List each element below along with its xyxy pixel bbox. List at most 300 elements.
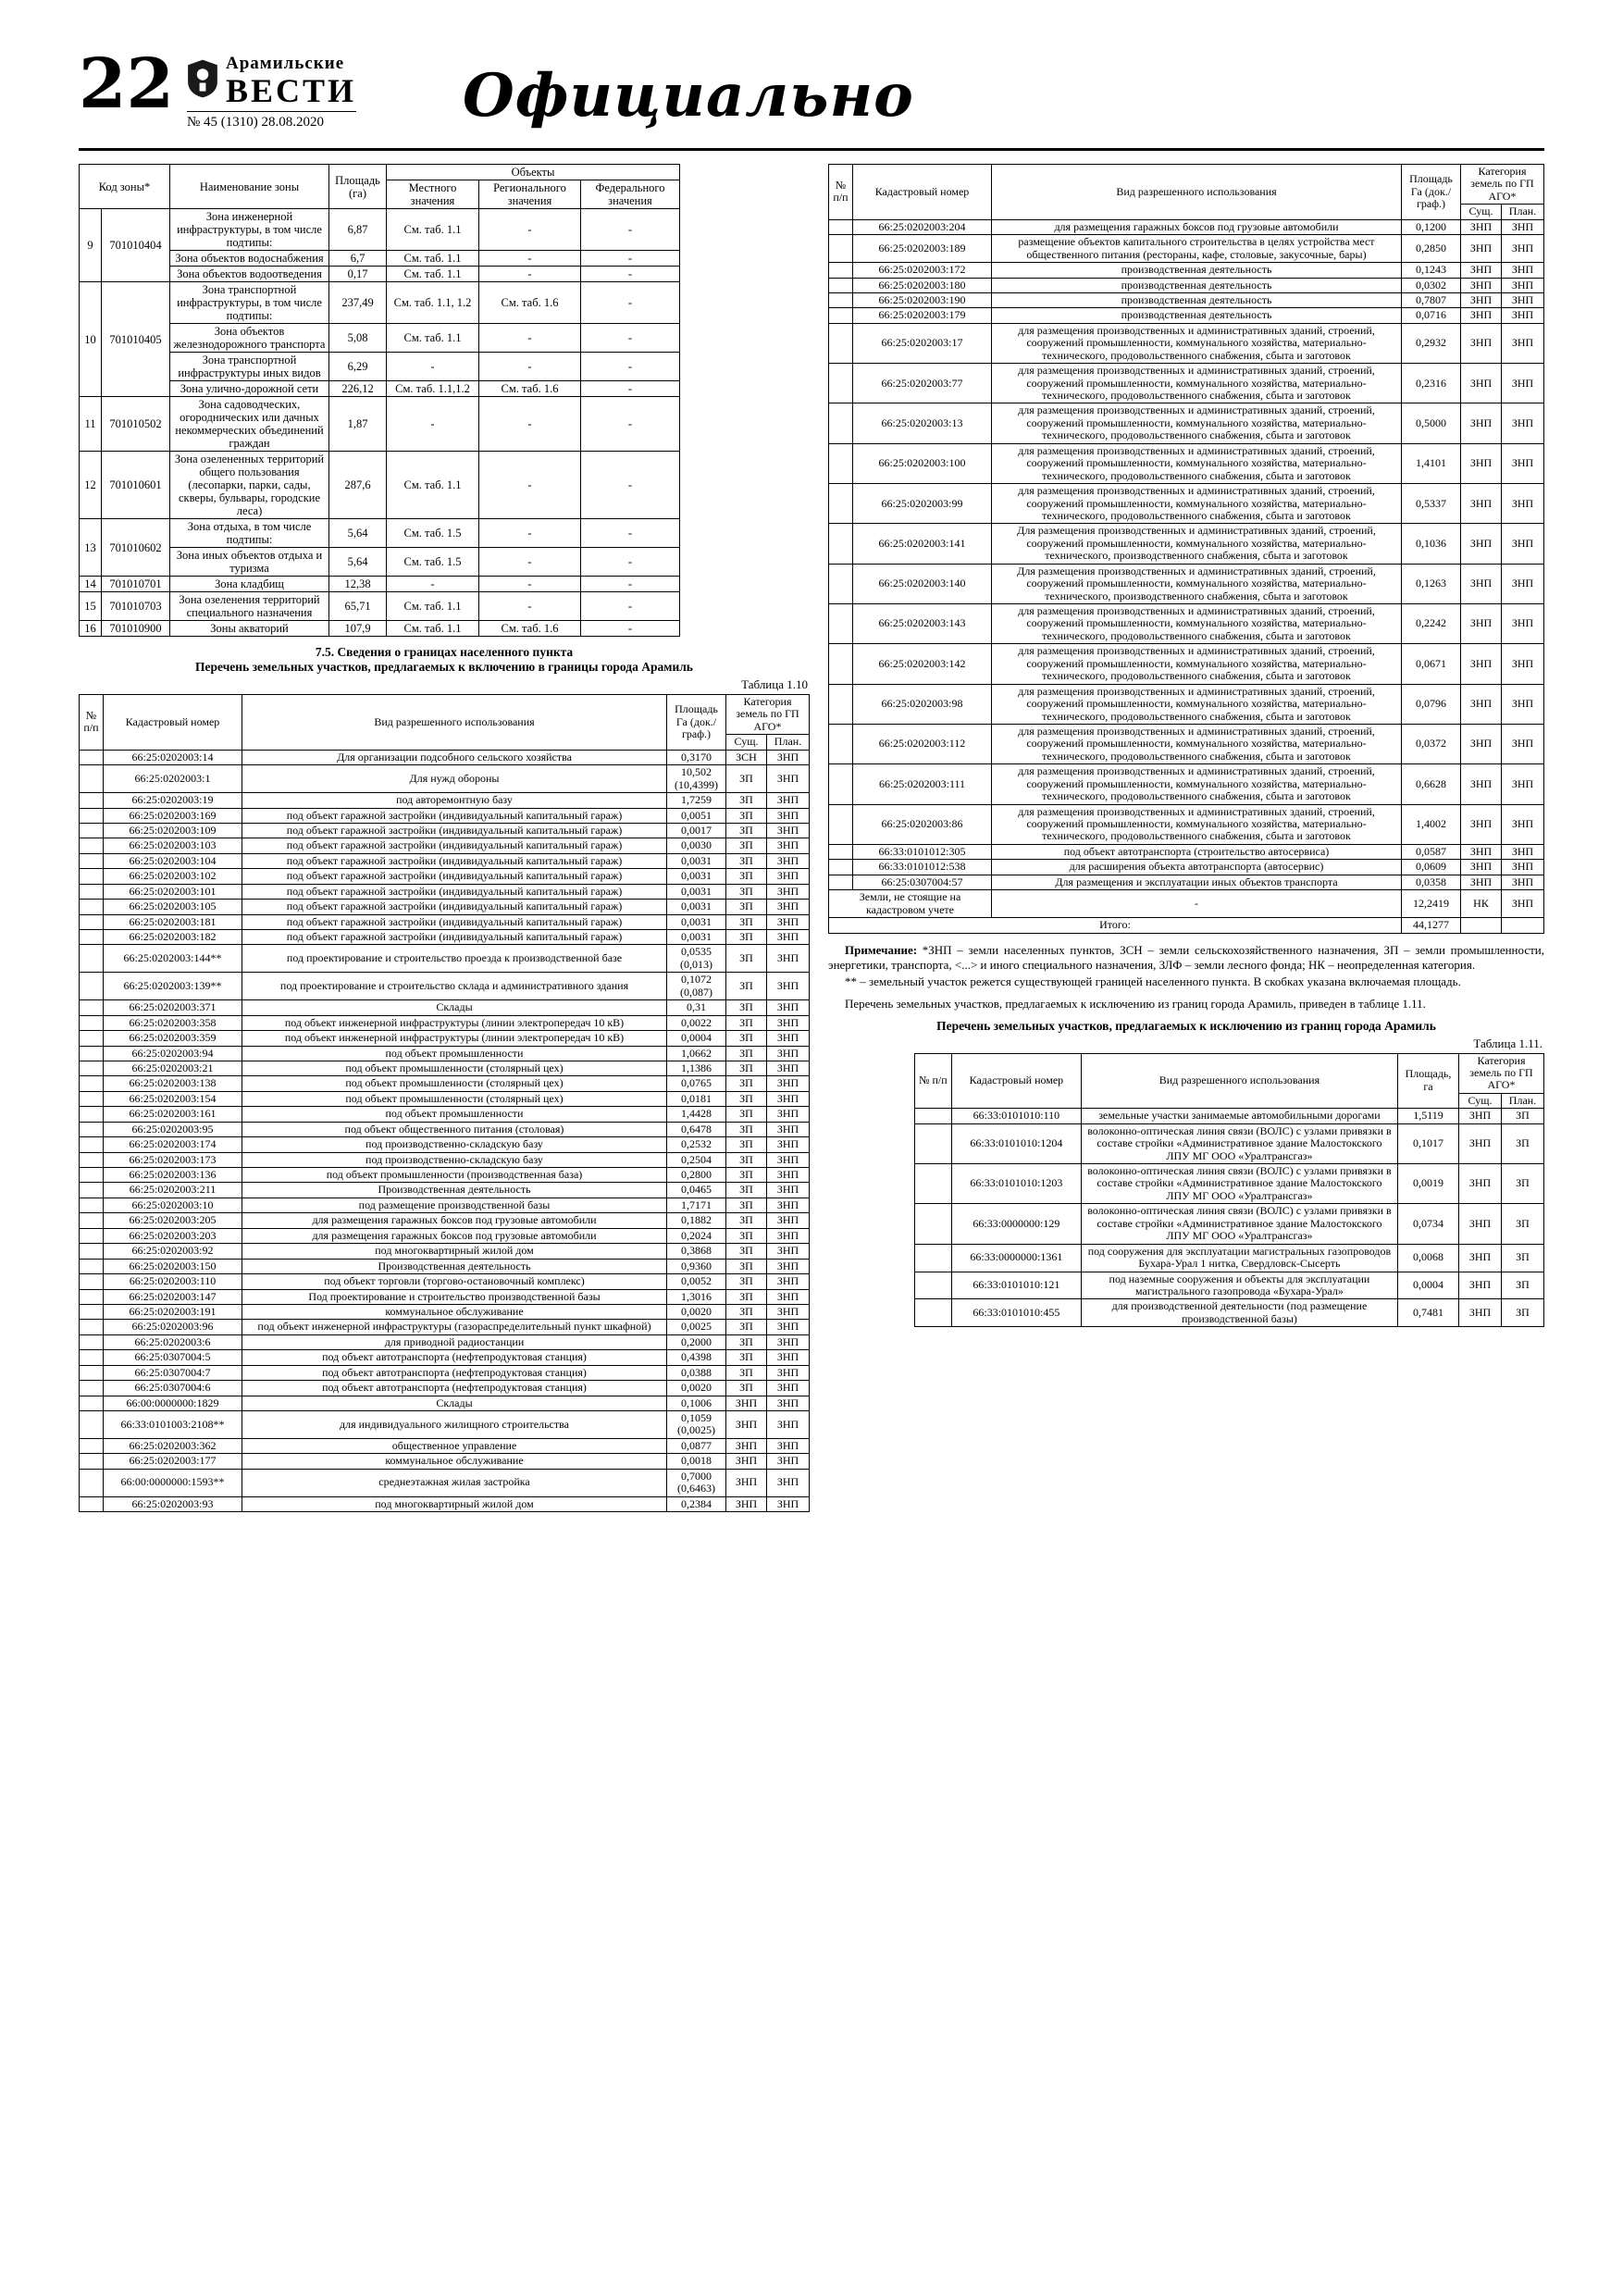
area-cell: 0,1200 (1402, 219, 1461, 234)
land-use-cell: для размещения производственных и административных зданий, строений, сооружений промышленности, коммунального хозяйства, материально-технического, продовольственного снабжения, сбыта и заготовок (992, 403, 1402, 443)
land-parcel-row (829, 278, 1544, 292)
category-planned-cell: ЗНП (1502, 308, 1544, 323)
zone-federal-significance-cell: - (581, 548, 680, 577)
exclusion-list-heading: Перечень земельных участков, предлагаемых к исключению из границ города Арамиль (936, 1018, 1436, 1033)
zone-federal-significance-cell: - (581, 452, 680, 519)
row-number-cell (829, 724, 853, 763)
area-cell: 0,0765 (667, 1076, 726, 1091)
category-existing-cell: ЗП (726, 1334, 767, 1349)
category-existing-cell: ЗНП (1461, 443, 1502, 483)
category-planned-cell (1502, 918, 1544, 933)
category-planned-cell: ЗНП (767, 1000, 810, 1015)
category-existing-cell: ЗП (726, 1137, 767, 1152)
cadastral-number-cell: 66:25:0202003:102 (104, 869, 242, 884)
area-cell: 0,0796 (1402, 684, 1461, 724)
zone-local-significance-cell: См. таб. 1.1, 1.2 (387, 282, 479, 324)
land-parcel-row (829, 890, 1544, 918)
footnotes (828, 943, 1544, 989)
area-cell: 1,5119 (1398, 1109, 1459, 1123)
category-planned-cell: ЗНП (767, 1076, 810, 1091)
land-parcel-row (829, 403, 1544, 443)
category-existing-cell: ЗНП (1461, 323, 1502, 363)
cadastral-number-cell: 66:25:0202003:144** (104, 945, 242, 973)
category-planned-cell: ЗП (1502, 1204, 1544, 1244)
land-parcel-row (829, 484, 1544, 524)
section-title: Официально (463, 61, 914, 130)
col-header-row-number: № п/п (829, 165, 853, 220)
area-cell: 0,1059 (0,0025) (667, 1411, 726, 1439)
category-planned-cell: ЗНП (767, 1469, 810, 1496)
zone-code-cell: 701010602 (102, 519, 170, 577)
zone-name-cell: Зона объектов железнодорожного транспорта (170, 324, 329, 353)
zone-name-cell: Зона кладбищ (170, 577, 329, 592)
category-planned-cell: ЗНП (767, 1213, 810, 1228)
category-planned-cell: ЗНП (767, 973, 810, 1000)
land-parcel-row (80, 808, 810, 823)
zone-local-significance-cell: См. таб. 1.1 (387, 251, 479, 267)
land-use-cell: под объект общественного питания (столовая) (242, 1122, 667, 1136)
land-use-cell: под объект гаражной застройки (индивидуальный капитальный гараж) (242, 900, 667, 914)
category-existing-cell: ЗП (726, 823, 767, 838)
area-cell: 10,502 (10,4399) (667, 765, 726, 793)
category-planned-cell: ЗНП (767, 853, 810, 868)
page-number: 22 (79, 44, 174, 124)
area-cell: 1,4101 (1402, 443, 1461, 483)
category-existing-cell: ЗНП (1461, 364, 1502, 403)
cadastral-number-cell: 66:25:0202003:111 (853, 764, 992, 804)
land-parcel-row (829, 804, 1544, 844)
land-parcel-row (80, 793, 810, 808)
inclusion-list-heading: Перечень земельных участков, предлагаемых к включению в границы города Арамиль (195, 660, 693, 674)
row-number-cell (829, 684, 853, 724)
cadastral-number-cell: 66:25:0202003:154 (104, 1091, 242, 1106)
col-header-land-category: Категория земель по ГП АГО* (726, 695, 810, 735)
cadastral-number-cell: 66:25:0307004:6 (104, 1381, 242, 1396)
land-use-cell: под объект промышленности (столярный цех) (242, 1076, 667, 1091)
land-parcel-row (829, 219, 1544, 234)
category-planned-cell: ЗНП (767, 1031, 810, 1046)
category-existing-cell: ЗНП (1459, 1272, 1502, 1299)
land-use-cell: для размещения производственных и административных зданий, строений, сооружений промышленности, коммунального хозяйства, материально-технического, продовольственного снабжения, сбыта и заготовок (992, 804, 1402, 844)
row-number-cell (80, 1031, 104, 1046)
zone-area-cell: 5,08 (329, 324, 387, 353)
category-existing-cell: ЗП (726, 1381, 767, 1396)
row-number-cell (80, 838, 104, 853)
category-existing-cell: ЗП (726, 1061, 767, 1075)
land-parcel-row (829, 860, 1544, 875)
area-cell: 1,4428 (667, 1107, 726, 1122)
cadastral-number-cell: 66:33:0101010:1203 (951, 1164, 1081, 1204)
land-use-cell: размещение объектов капитального строительства в целях устройства мест общественного питания (рестораны, кафе, столовые, закусочные, бары) (992, 235, 1402, 263)
category-existing-cell: ЗНП (726, 1438, 767, 1453)
row-number-cell (80, 793, 104, 808)
category-existing-cell: ЗП (726, 869, 767, 884)
cadastral-number-cell: 66:25:0202003:139** (104, 973, 242, 1000)
land-parcel-row (914, 1244, 1543, 1272)
row-number-cell (80, 1320, 104, 1334)
category-existing-cell: ЗНП (1461, 644, 1502, 684)
zones-table-row (80, 548, 680, 577)
category-planned-cell: ЗНП (767, 1137, 810, 1152)
cadastral-number-cell: 66:33:0000000:1361 (951, 1244, 1081, 1272)
area-cell: 0,2532 (667, 1137, 726, 1152)
area-cell: 0,0052 (667, 1274, 726, 1289)
land-parcel-row (914, 1204, 1543, 1244)
zone-area-cell: 5,64 (329, 548, 387, 577)
zone-area-cell: 6,29 (329, 353, 387, 381)
land-use-cell: производственная деятельность (992, 308, 1402, 323)
zone-area-cell: 287,6 (329, 452, 387, 519)
cadastral-number-cell: 66:25:0202003:211 (104, 1183, 242, 1198)
cadastral-number-cell: 66:25:0202003:101 (104, 884, 242, 899)
category-existing-cell: ЗП (726, 1244, 767, 1259)
land-use-cell: для приводной радиостанции (242, 1334, 667, 1349)
land-parcel-row (80, 1183, 810, 1198)
category-existing-cell: ЗНП (1461, 403, 1502, 443)
row-number-cell (80, 1076, 104, 1091)
category-planned-cell: ЗНП (1502, 860, 1544, 875)
land-use-cell: для размещения гаражных боксов под грузовые автомобили (992, 219, 1402, 234)
zone-code-cell: 701010701 (102, 577, 170, 592)
col-header-category-existing: Сущ. (1461, 205, 1502, 219)
row-number-cell (80, 1274, 104, 1289)
cadastral-number-cell: 66:25:0202003:140 (853, 564, 992, 603)
cadastral-number-cell: 66:25:0307004:5 (104, 1350, 242, 1365)
category-existing-cell: ЗП (726, 1320, 767, 1334)
category-planned-cell: ЗНП (767, 1304, 810, 1319)
zones-table-row (80, 519, 680, 548)
area-cell: 0,0877 (667, 1438, 726, 1453)
land-parcel-row (80, 1438, 810, 1453)
land-use-cell: коммунальное обслуживание (242, 1304, 667, 1319)
cadastral-number-cell: 66:33:0101010:121 (951, 1272, 1081, 1299)
cadastral-number-cell: 66:25:0202003:138 (104, 1076, 242, 1091)
land-use-cell: Для размещения производственных и административных зданий, строений, сооружений промышленности, коммунального хозяйства, материально-технического, производственного снабжения, сбыта и заготовок (992, 564, 1402, 603)
row-number-cell (80, 1122, 104, 1136)
area-cell: 0,2850 (1402, 235, 1461, 263)
area-cell: 0,4398 (667, 1350, 726, 1365)
land-use-cell: Склады (242, 1000, 667, 1015)
row-number-cell (80, 884, 104, 899)
land-parcel-row (80, 1454, 810, 1469)
zone-federal-significance-cell: - (581, 397, 680, 452)
zone-area-cell: 6,87 (329, 209, 387, 251)
row-number-cell (829, 804, 853, 844)
area-cell: 0,2932 (1402, 323, 1461, 363)
zone-local-significance-cell: См. таб. 1.1 (387, 267, 479, 282)
zones-table-row (80, 209, 680, 251)
row-number-cell (829, 564, 853, 603)
category-existing-cell (1461, 918, 1502, 933)
newspaper-name-top: Арамильские (225, 54, 345, 73)
category-existing-cell: ЗНП (1461, 764, 1502, 804)
zone-code-cell: 701010703 (102, 592, 170, 621)
category-existing-cell: ЗП (726, 884, 767, 899)
area-cell: 0,7481 (1398, 1299, 1459, 1327)
area-cell: 0,1882 (667, 1213, 726, 1228)
category-planned-cell: ЗП (1502, 1272, 1544, 1299)
category-existing-cell: ЗНП (1461, 604, 1502, 644)
zone-local-significance-cell: - (387, 397, 479, 452)
land-parcel-row (80, 900, 810, 914)
land-parcel-row (829, 875, 1544, 889)
category-existing-cell: ЗНП (1461, 263, 1502, 278)
land-use-cell: под объект промышленности (242, 1046, 667, 1061)
cadastral-number-cell: 66:25:0202003:205 (104, 1213, 242, 1228)
land-use-cell: под проектирование и строительство склада и административного здания (242, 973, 667, 1000)
col-header-category-existing: Сущ. (726, 735, 767, 750)
land-use-cell: среднеэтажная жилая застройка (242, 1469, 667, 1496)
category-planned-cell: ЗНП (767, 1091, 810, 1106)
land-parcel-row (829, 323, 1544, 363)
land-use-cell: Для организации подсобного сельского хозяйства (242, 750, 667, 764)
land-parcel-row (80, 1061, 810, 1075)
category-existing-cell: ЗП (726, 930, 767, 945)
category-existing-cell: ЗП (726, 1168, 767, 1183)
category-existing-cell: ЗП (726, 1213, 767, 1228)
zone-regional-significance-cell: - (479, 452, 581, 519)
land-use-cell: для размещения производственных и административных зданий, строений, сооружений промышленности, коммунального хозяйства, материально-технического, продовольственного снабжения, сбыта и заготовок (992, 604, 1402, 644)
land-use-cell: земельные участки занимаемые автомобильными дорогами (1081, 1109, 1397, 1123)
land-use-cell: под объект гаражной застройки (индивидуальный капитальный гараж) (242, 930, 667, 945)
category-planned-cell: ЗНП (767, 884, 810, 899)
area-cell: 0,1036 (1402, 524, 1461, 564)
zone-local-significance-cell: См. таб. 1.1,1.2 (387, 381, 479, 397)
land-parcel-row (80, 973, 810, 1000)
land-use-cell: под объект гаражной застройки (индивидуальный капитальный гараж) (242, 869, 667, 884)
header-divider (79, 148, 1544, 151)
category-existing-cell: ЗП (726, 1122, 767, 1136)
category-existing-cell: ЗНП (726, 1396, 767, 1410)
land-use-cell: для размещения гаражных боксов под грузовые автомобили (242, 1213, 667, 1228)
cadastral-number-cell: 66:25:0307004:57 (853, 875, 992, 889)
area-cell: 0,0465 (667, 1183, 726, 1198)
cadastral-number-cell: 66:25:0202003:14 (104, 750, 242, 764)
area-cell: 0,7000 (0,6463) (667, 1469, 726, 1496)
row-number-cell (80, 1137, 104, 1152)
category-planned-cell: ЗНП (767, 1365, 810, 1380)
category-planned-cell: ЗНП (1502, 263, 1544, 278)
land-parcel-row (80, 1496, 810, 1511)
category-planned-cell: ЗНП (1502, 403, 1544, 443)
col-header-land-category: Категория земель по ГП АГО* (1459, 1053, 1544, 1093)
cadastral-number-cell: 66:25:0202003:77 (853, 364, 992, 403)
col-header-zone-name: Наименование зоны (170, 165, 329, 209)
cadastral-number-cell: 66:25:0202003:174 (104, 1137, 242, 1152)
zone-federal-significance-cell: - (581, 381, 680, 397)
row-number-cell (80, 1198, 104, 1212)
row-number-cell (829, 764, 853, 804)
cadastral-number-cell: 66:25:0202003:19 (104, 793, 242, 808)
zone-local-significance-cell: См. таб. 1.5 (387, 548, 479, 577)
area-cell: 0,3868 (667, 1244, 726, 1259)
land-parcel-row (80, 1152, 810, 1167)
category-planned-cell: ЗНП (767, 750, 810, 764)
land-parcel-row (829, 292, 1544, 307)
area-cell: 1,7259 (667, 793, 726, 808)
row-number-cell (829, 443, 853, 483)
land-use-cell: Под проектирование и строительство производственной базы (242, 1289, 667, 1304)
land-parcel-row (914, 1123, 1543, 1163)
category-existing-cell: ЗНП (726, 1496, 767, 1511)
cadastral-number-cell: 66:33:0101010:455 (951, 1299, 1081, 1327)
col-header-zone-code: Код зоны* (80, 165, 170, 209)
row-number-cell (829, 604, 853, 644)
zone-number-cell: 13 (80, 519, 102, 577)
cadastral-number-cell: 66:25:0202003:94 (104, 1046, 242, 1061)
land-parcel-row (829, 263, 1544, 278)
cadastral-number-cell: 66:33:0101012:538 (853, 860, 992, 875)
land-parcel-row (914, 1109, 1543, 1123)
cadastral-number-cell: 66:33:0000000:129 (951, 1204, 1081, 1244)
land-use-cell: под наземные сооружения и объекты для эксплуатации магистрального газопровода «Бухара-Урал» (1081, 1272, 1397, 1299)
cadastral-number-cell: 66:25:0202003:6 (104, 1334, 242, 1349)
category-existing-cell: ЗП (726, 793, 767, 808)
zone-name-cell: Зона объектов водоотведения (170, 267, 329, 282)
left-column (79, 164, 810, 1512)
zone-name-cell: Зона озеленения территорий специального назначения (170, 592, 329, 621)
land-use-cell: для размещения производственных и административных зданий, строений, сооружений промышленности, коммунального хозяйства, материально-технического, продовольственного снабжения, сбыта и заготовок (992, 684, 1402, 724)
land-parcel-row (80, 1000, 810, 1015)
land-parcel-row (80, 750, 810, 764)
row-number-cell (80, 823, 104, 838)
zone-name-cell: Зона садоводческих, огороднических или дачных некоммерческих объединений граждан (170, 397, 329, 452)
land-use-cell: под объект торговли (торгово-остановочный комплекс) (242, 1274, 667, 1289)
zone-local-significance-cell: - (387, 577, 479, 592)
land-use-cell: под объект гаражной застройки (индивидуальный капитальный гараж) (242, 914, 667, 929)
land-parcel-row (80, 1274, 810, 1289)
category-planned-cell: ЗНП (767, 1411, 810, 1439)
zone-local-significance-cell: См. таб. 1.1 (387, 592, 479, 621)
row-number-cell (80, 808, 104, 823)
zone-code-cell: 701010502 (102, 397, 170, 452)
land-parcel-row (80, 1289, 810, 1304)
area-cell: 0,2024 (667, 1228, 726, 1243)
cadastral-number-cell: 66:25:0202003:136 (104, 1168, 242, 1183)
row-number-cell (80, 900, 104, 914)
row-number-cell (80, 1000, 104, 1015)
land-parcel-row (80, 1259, 810, 1273)
land-use-cell: для размещения производственных и административных зданий, строений, сооружений промышленности, коммунального хозяйства, материально-технического, продовольственного снабжения, сбыта и заготовок (992, 764, 1402, 804)
land-use-cell: под авторемонтную базу (242, 793, 667, 808)
land-use-cell: под многоквартирный жилой дом (242, 1496, 667, 1511)
newspaper-crest-icon (187, 58, 218, 104)
category-existing-cell: ЗП (726, 1183, 767, 1198)
land-parcel-row (829, 684, 1544, 724)
land-parcel-row (80, 1091, 810, 1106)
land-use-cell: под объект промышленности (производственная база) (242, 1168, 667, 1183)
land-parcel-row (829, 524, 1544, 564)
category-existing-cell: ЗНП (1461, 484, 1502, 524)
section-7-5-heading: 7.5. Сведения о границах населенного пункта (315, 645, 574, 659)
land-use-cell: коммунальное обслуживание (242, 1454, 667, 1469)
area-cell: 0,0671 (1402, 644, 1461, 684)
category-planned-cell: ЗНП (1502, 644, 1544, 684)
zone-number-cell: 15 (80, 592, 102, 621)
category-planned-cell: ЗНП (767, 1183, 810, 1198)
cadastral-number-cell: 66:25:0202003:92 (104, 1244, 242, 1259)
cadastral-number-cell: 66:25:0202003:161 (104, 1107, 242, 1122)
zone-federal-significance-cell: - (581, 324, 680, 353)
col-header-regional-significance: Регионального значения (479, 180, 581, 209)
row-number-cell (829, 263, 853, 278)
category-planned-cell: ЗНП (767, 930, 810, 945)
land-parcel-row (80, 1350, 810, 1365)
area-cell: 0,2316 (1402, 364, 1461, 403)
land-parcel-row (80, 838, 810, 853)
zone-name-cell: Зона транспортной инфраструктуры, в том числе подтипы: (170, 282, 329, 324)
col-header-land-category: Категория земель по ГП АГО* (1461, 165, 1544, 205)
row-number-cell (829, 844, 853, 859)
zone-local-significance-cell: См. таб. 1.1 (387, 452, 479, 519)
cadastral-number-cell: 66:25:0202003:109 (104, 823, 242, 838)
category-existing-cell: ЗП (726, 945, 767, 973)
land-use-cell: под проектирование и строительство проезда к производственной базе (242, 945, 667, 973)
category-planned-cell: ЗНП (767, 1320, 810, 1334)
land-parcel-row (80, 930, 810, 945)
category-planned-cell: ЗНП (767, 1107, 810, 1122)
category-existing-cell: ЗП (726, 1350, 767, 1365)
row-number-cell (829, 323, 853, 363)
zone-area-cell: 0,17 (329, 267, 387, 282)
category-existing-cell: ЗП (726, 1274, 767, 1289)
land-use-cell: под производственно-складскую базу (242, 1137, 667, 1152)
category-existing-cell: ЗНП (726, 1454, 767, 1469)
area-cell: 1,1386 (667, 1061, 726, 1075)
zone-federal-significance-cell: - (581, 251, 680, 267)
category-existing-cell: ЗНП (1459, 1123, 1502, 1163)
land-parcel-row (80, 853, 810, 868)
category-planned-cell: ЗНП (1502, 364, 1544, 403)
category-planned-cell: ЗНП (1502, 764, 1544, 804)
land-use-cell: под объект автотранспорта (нефтепродуктовая станция) (242, 1365, 667, 1380)
row-number-cell (80, 1152, 104, 1167)
category-planned-cell: ЗНП (767, 1496, 810, 1511)
category-existing-cell: ЗНП (1459, 1299, 1502, 1327)
cadastral-number-cell: 66:25:0202003:181 (104, 914, 242, 929)
category-planned-cell: ЗНП (767, 1122, 810, 1136)
land-parcel-row (829, 844, 1544, 859)
zone-area-cell: 65,71 (329, 592, 387, 621)
zone-code-cell: 701010601 (102, 452, 170, 519)
row-number-cell (80, 1244, 104, 1259)
land-parcel-row (80, 1122, 810, 1136)
land-use-cell: под объект гаражной застройки (индивидуальный капитальный гараж) (242, 808, 667, 823)
row-number-cell (829, 644, 853, 684)
land-use-cell: для размещения производственных и административных зданий, строений, сооружений промышленности, коммунального хозяйства, материально-технического, продовольственного снабжения, сбыта и заготовок (992, 644, 1402, 684)
cadastral-number-cell: 66:25:0202003:190 (853, 292, 992, 307)
col-header-area: Площадь Га (док./ граф.) (1402, 165, 1461, 220)
land-use-cell: производственная деятельность (992, 278, 1402, 292)
row-number-cell (829, 403, 853, 443)
zone-regional-significance-cell: - (479, 548, 581, 577)
land-use-cell: для размещения производственных и административных зданий, строений, сооружений промышленности, коммунального хозяйства, материально-технического, продовольственного снабжения, сбыта и заготовок (992, 484, 1402, 524)
land-use-cell: под объект автотранспорта (строительство автосервиса) (992, 844, 1402, 859)
total-label-cell: Итого: (829, 918, 1402, 933)
category-existing-cell: ЗНП (1461, 278, 1502, 292)
zone-code-cell: 701010404 (102, 209, 170, 282)
footnote-1 (828, 943, 1544, 973)
land-parcel-row (914, 1299, 1543, 1327)
category-existing-cell: ЗНП (1461, 875, 1502, 889)
zones-table (79, 164, 680, 637)
land-use-cell: под объект автотранспорта (нефтепродуктовая станция) (242, 1381, 667, 1396)
row-number-cell (80, 1259, 104, 1273)
category-planned-cell: ЗНП (1502, 604, 1544, 644)
category-existing-cell: НК (1461, 890, 1502, 918)
zones-table-row (80, 381, 680, 397)
area-cell: 12,2419 (1402, 890, 1461, 918)
